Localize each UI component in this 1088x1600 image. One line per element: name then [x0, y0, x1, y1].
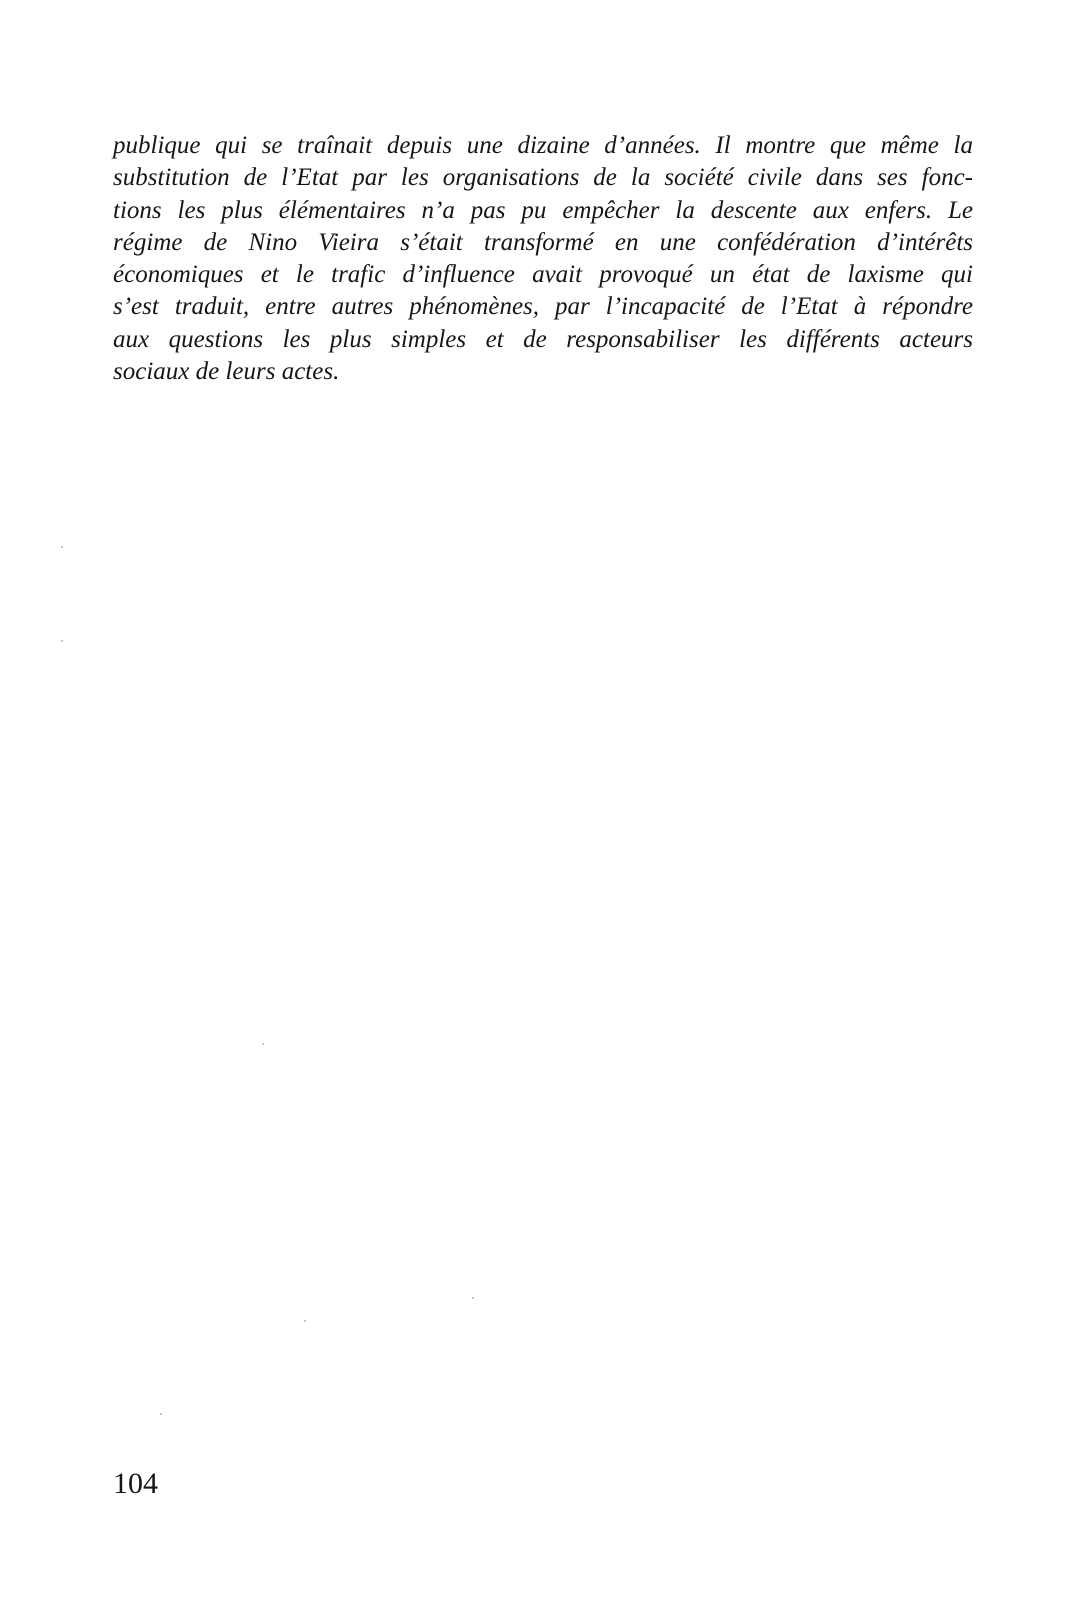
paragraph-line: sociaux de leurs actes.	[113, 358, 340, 386]
paragraph-line: régime de Nino Vieira s’était transformé en une confédération d’intérêts	[113, 228, 973, 256]
scan-speck	[160, 1413, 162, 1415]
paragraph-line: tions les plus élémentaires n’a pas pu empêcher la descente aux enfers. Le	[113, 196, 973, 224]
paragraph-line: économiques et le trafic d’influence avait provoqué un état de laxisme qui	[113, 261, 973, 289]
paragraph-line: publique qui se traînait depuis une dizaine d’années. Il montre que même la	[113, 132, 973, 159]
scan-speck	[472, 1297, 474, 1299]
paragraph-line: substitution de l’Etat par les organisations de la société civile dans ses fonc-	[113, 164, 973, 192]
scan-speck	[262, 1043, 264, 1045]
scan-speck	[304, 1320, 306, 1322]
page-number: 104	[113, 1467, 158, 1500]
paragraph-line: s’est traduit, entre autres phénomènes, par l’incapacité de l’Etat à répondre	[113, 293, 973, 321]
scan-speck	[61, 546, 63, 548]
body-paragraph	[113, 130, 973, 388]
scan-speck	[61, 640, 63, 642]
paragraph-line: aux questions les plus simples et de responsabiliser les différents acteurs	[113, 325, 973, 353]
